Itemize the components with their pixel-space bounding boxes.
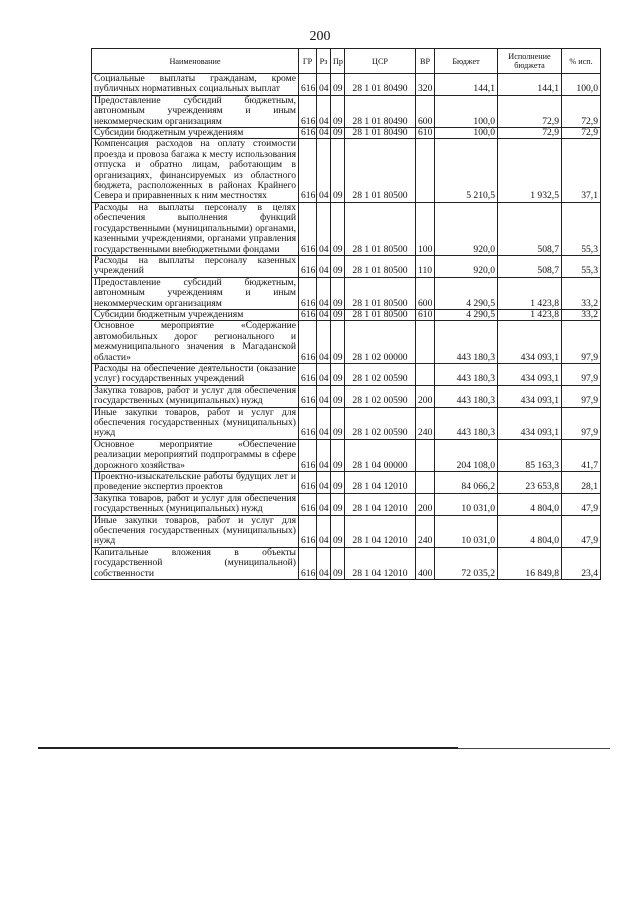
table-row xyxy=(92,385,601,407)
row-csr: 28 1 02 00590 xyxy=(345,385,416,407)
table-row xyxy=(92,515,601,547)
row-name: Иные закупки товаров, работ и услуг для обеспечения государственных (муниципальных) нужд xyxy=(92,515,299,547)
row-vr xyxy=(416,139,435,202)
row-budget: 4 290,5 xyxy=(435,309,498,320)
row-rz: 04 xyxy=(317,202,331,255)
row-pr: 09 xyxy=(331,321,345,364)
row-vr: 240 xyxy=(416,407,435,439)
row-percent: 55,3 xyxy=(562,202,601,255)
budget-table xyxy=(91,48,601,580)
row-csr: 28 1 02 00590 xyxy=(345,407,416,439)
row-rz: 04 xyxy=(317,139,331,202)
row-execution: 434 093,1 xyxy=(498,385,562,407)
row-execution: 434 093,1 xyxy=(498,363,562,385)
row-gr: 616 xyxy=(299,472,317,494)
header-csr: ЦСР xyxy=(345,49,416,74)
table-row xyxy=(92,128,601,139)
row-percent: 97,9 xyxy=(562,321,601,364)
row-gr: 616 xyxy=(299,202,317,255)
row-gr: 616 xyxy=(299,74,317,96)
row-budget: 72 035,2 xyxy=(435,547,498,579)
row-name: Социальные выплаты гражданам, кроме публичных нормативных социальных выплат xyxy=(92,74,299,96)
row-rz: 04 xyxy=(317,255,331,277)
table-row xyxy=(92,407,601,439)
row-rz: 04 xyxy=(317,309,331,320)
table-row xyxy=(92,95,601,127)
row-budget: 920,0 xyxy=(435,202,498,255)
row-name: Предоставление субсидий бюджетным, автономным учреждениям и иным некоммерческим организациям xyxy=(92,95,299,127)
row-rz: 04 xyxy=(317,515,331,547)
header-row xyxy=(92,49,601,74)
row-execution: 144,1 xyxy=(498,74,562,96)
row-vr: 610 xyxy=(416,309,435,320)
row-vr xyxy=(416,439,435,471)
table-row xyxy=(92,493,601,515)
row-name: Капитальные вложения в объекты государственной (муниципальной) собственности xyxy=(92,547,299,579)
row-budget: 5 210,5 xyxy=(435,139,498,202)
table-row xyxy=(92,439,601,471)
row-rz: 04 xyxy=(317,547,331,579)
row-csr: 28 1 01 80500 xyxy=(345,309,416,320)
row-execution: 23 653,8 xyxy=(498,472,562,494)
row-name: Основное мероприятие «Содержание автомобильных дорог регионального и межмуниципального значения в Магаданской области» xyxy=(92,321,299,364)
row-csr: 28 1 04 12010 xyxy=(345,515,416,547)
row-csr: 28 1 04 00000 xyxy=(345,439,416,471)
row-pr: 09 xyxy=(331,74,345,96)
row-pr: 09 xyxy=(331,472,345,494)
row-execution: 72,9 xyxy=(498,95,562,127)
header-execution: Исполнение бюджета xyxy=(498,49,562,74)
row-pr: 09 xyxy=(331,128,345,139)
row-percent: 47,9 xyxy=(562,493,601,515)
row-execution: 434 093,1 xyxy=(498,321,562,364)
row-gr: 616 xyxy=(299,363,317,385)
row-csr: 28 1 01 80500 xyxy=(345,202,416,255)
table-row xyxy=(92,202,601,255)
row-pr: 09 xyxy=(331,139,345,202)
row-execution: 72,9 xyxy=(498,128,562,139)
row-percent: 28,1 xyxy=(562,472,601,494)
row-gr: 616 xyxy=(299,385,317,407)
footer-rule-tail xyxy=(458,748,610,749)
row-rz: 04 xyxy=(317,439,331,471)
row-percent: 23,4 xyxy=(562,547,601,579)
row-vr: 200 xyxy=(416,385,435,407)
row-name: Субсидии бюджетным учреждениям xyxy=(92,309,299,320)
row-vr xyxy=(416,472,435,494)
row-percent: 97,9 xyxy=(562,407,601,439)
row-percent: 55,3 xyxy=(562,255,601,277)
row-percent: 47,9 xyxy=(562,515,601,547)
row-pr: 09 xyxy=(331,493,345,515)
row-pr: 09 xyxy=(331,202,345,255)
row-vr: 600 xyxy=(416,277,435,309)
row-rz: 04 xyxy=(317,363,331,385)
row-execution: 508,7 xyxy=(498,202,562,255)
row-pr: 09 xyxy=(331,95,345,127)
row-execution: 434 093,1 xyxy=(498,407,562,439)
row-name: Расходы на выплаты персоналу казенных учреждений xyxy=(92,255,299,277)
row-name: Основное мероприятие «Обеспечение реализации мероприятий подпрограммы в сфере дорожного хозяйства» xyxy=(92,439,299,471)
row-pr: 09 xyxy=(331,255,345,277)
row-rz: 04 xyxy=(317,407,331,439)
row-execution: 4 804,0 xyxy=(498,493,562,515)
row-gr: 616 xyxy=(299,128,317,139)
row-name: Расходы на выплаты персоналу в целях обеспечения выполнения функций государственными (муниципальными) органами, казенными учреждениями, органами управления государственными внебюджетными фондами xyxy=(92,202,299,255)
row-percent: 97,9 xyxy=(562,363,601,385)
row-percent: 37,1 xyxy=(562,139,601,202)
row-gr: 616 xyxy=(299,255,317,277)
row-budget: 4 290,5 xyxy=(435,277,498,309)
row-budget: 10 031,0 xyxy=(435,515,498,547)
row-gr: 616 xyxy=(299,309,317,320)
row-name: Субсидии бюджетным учреждениям xyxy=(92,128,299,139)
row-execution: 16 849,8 xyxy=(498,547,562,579)
row-vr: 600 xyxy=(416,95,435,127)
row-percent: 33,2 xyxy=(562,309,601,320)
table-row xyxy=(92,547,601,579)
table-row xyxy=(92,74,601,96)
row-name: Закупка товаров, работ и услуг для обеспечения государственных (муниципальных) нужд xyxy=(92,493,299,515)
row-rz: 04 xyxy=(317,472,331,494)
row-budget: 204 108,0 xyxy=(435,439,498,471)
header-name: Наименование xyxy=(92,49,299,74)
row-csr: 28 1 01 80500 xyxy=(345,255,416,277)
row-execution: 1 932,5 xyxy=(498,139,562,202)
row-percent: 97,9 xyxy=(562,385,601,407)
header-vr: ВР xyxy=(416,49,435,74)
row-vr xyxy=(416,321,435,364)
table-row xyxy=(92,309,601,320)
row-rz: 04 xyxy=(317,128,331,139)
row-name: Компенсация расходов на оплату стоимости проезда и провоза багажа к месту использования отпуска и обратно лицам, работающим в организациях, финансируемых из областного бюджета, расположенных в районах Крайнего Севера и приравненных к ним местностях xyxy=(92,139,299,202)
table-row xyxy=(92,139,601,202)
row-percent: 33,2 xyxy=(562,277,601,309)
row-percent: 41,7 xyxy=(562,439,601,471)
table-row xyxy=(92,472,601,494)
row-vr: 240 xyxy=(416,515,435,547)
row-execution: 508,7 xyxy=(498,255,562,277)
row-percent: 72,9 xyxy=(562,95,601,127)
row-name: Иные закупки товаров, работ и услуг для обеспечения государственных (муниципальных) нужд xyxy=(92,407,299,439)
row-budget: 144,1 xyxy=(435,74,498,96)
row-csr: 28 1 01 80500 xyxy=(345,139,416,202)
row-csr: 28 1 04 12010 xyxy=(345,472,416,494)
table-row xyxy=(92,277,601,309)
table-row xyxy=(92,255,601,277)
row-rz: 04 xyxy=(317,95,331,127)
row-vr: 100 xyxy=(416,202,435,255)
row-budget: 920,0 xyxy=(435,255,498,277)
row-csr: 28 1 04 12010 xyxy=(345,493,416,515)
row-csr: 28 1 04 12010 xyxy=(345,547,416,579)
row-gr: 616 xyxy=(299,321,317,364)
row-budget: 443 180,3 xyxy=(435,321,498,364)
row-rz: 04 xyxy=(317,493,331,515)
row-rz: 04 xyxy=(317,321,331,364)
row-gr: 616 xyxy=(299,493,317,515)
row-pr: 09 xyxy=(331,385,345,407)
row-vr: 110 xyxy=(416,255,435,277)
row-execution: 4 804,0 xyxy=(498,515,562,547)
row-pr: 09 xyxy=(331,363,345,385)
row-gr: 616 xyxy=(299,515,317,547)
table-row xyxy=(92,321,601,364)
row-rz: 04 xyxy=(317,74,331,96)
header-pr: Пр xyxy=(331,49,345,74)
row-percent: 72,9 xyxy=(562,128,601,139)
row-pr: 09 xyxy=(331,407,345,439)
row-budget: 443 180,3 xyxy=(435,363,498,385)
row-budget: 100,0 xyxy=(435,95,498,127)
header-gr: ГР xyxy=(299,49,317,74)
row-csr: 28 1 02 00000 xyxy=(345,321,416,364)
row-csr: 28 1 01 80490 xyxy=(345,74,416,96)
header-budget: Бюджет xyxy=(435,49,498,74)
row-budget: 10 031,0 xyxy=(435,493,498,515)
footer-rule xyxy=(38,747,458,749)
header-percent: % исп. xyxy=(562,49,601,74)
row-pr: 09 xyxy=(331,439,345,471)
row-pr: 09 xyxy=(331,515,345,547)
row-csr: 28 1 01 80490 xyxy=(345,95,416,127)
row-vr: 320 xyxy=(416,74,435,96)
row-budget: 443 180,3 xyxy=(435,385,498,407)
row-execution: 1 423,8 xyxy=(498,309,562,320)
header-rz: Рз xyxy=(317,49,331,74)
table-row xyxy=(92,363,601,385)
row-name: Расходы на обеспечение деятельности (оказание услуг) государственных учреждений xyxy=(92,363,299,385)
row-name: Проектно-изыскательские работы будущих лет и проведение экспертиз проектов xyxy=(92,472,299,494)
row-gr: 616 xyxy=(299,407,317,439)
row-gr: 616 xyxy=(299,547,317,579)
row-gr: 616 xyxy=(299,439,317,471)
row-pr: 09 xyxy=(331,277,345,309)
row-name: Закупка товаров, работ и услуг для обеспечения государственных (муниципальных) нужд xyxy=(92,385,299,407)
row-execution: 1 423,8 xyxy=(498,277,562,309)
page-number: 200 xyxy=(309,29,331,44)
row-vr: 200 xyxy=(416,493,435,515)
row-budget: 84 066,2 xyxy=(435,472,498,494)
row-rz: 04 xyxy=(317,277,331,309)
row-pr: 09 xyxy=(331,547,345,579)
row-percent: 100,0 xyxy=(562,74,601,96)
row-budget: 443 180,3 xyxy=(435,407,498,439)
row-vr: 610 xyxy=(416,128,435,139)
row-gr: 616 xyxy=(299,277,317,309)
row-pr: 09 xyxy=(331,309,345,320)
row-csr: 28 1 01 80490 xyxy=(345,128,416,139)
row-vr: 400 xyxy=(416,547,435,579)
row-gr: 616 xyxy=(299,139,317,202)
row-csr: 28 1 02 00590 xyxy=(345,363,416,385)
row-rz: 04 xyxy=(317,385,331,407)
row-gr: 616 xyxy=(299,95,317,127)
row-vr xyxy=(416,363,435,385)
row-name: Предоставление субсидий бюджетным, автономным учреждениям и иным некоммерческим организациям xyxy=(92,277,299,309)
row-budget: 100,0 xyxy=(435,128,498,139)
row-csr: 28 1 01 80500 xyxy=(345,277,416,309)
row-execution: 85 163,3 xyxy=(498,439,562,471)
